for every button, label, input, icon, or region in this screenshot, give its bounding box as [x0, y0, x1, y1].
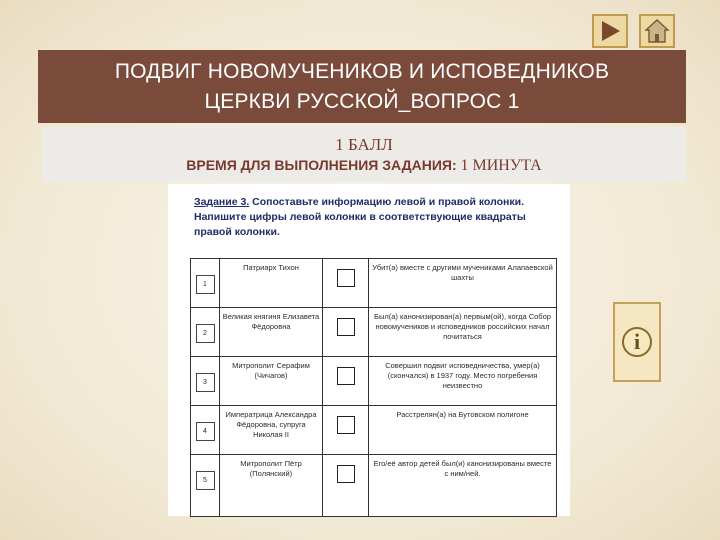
task-text: Сопоставьте информацию левой и правой колонки. Напишите цифры левой колонки в соответствующие квадраты правой колонки. [194, 196, 526, 238]
home-button[interactable] [639, 14, 675, 48]
answer-box[interactable] [337, 269, 355, 287]
left-column-cell: Великая княгиня Елизавета Фёдоровна [220, 308, 323, 357]
play-button[interactable] [592, 14, 628, 48]
home-icon [644, 18, 670, 44]
row-number: 1 [196, 275, 215, 294]
matching-table [190, 258, 557, 517]
info-button[interactable] [613, 302, 661, 382]
slide-title: ПОДВИГ НОВОМУЧЕНИКОВ И ИСПОВЕДНИКОВ ЦЕРКВИ РУССКОЙ_ВОПРОС 1 [114, 59, 610, 113]
right-column-cell: Совершил подвиг исповедничества, умер(а) (скончался) в 1937 году. Место погребения неизвестно [369, 357, 557, 406]
answer-box[interactable] [337, 416, 355, 434]
task-label: Задание 3. [194, 196, 250, 208]
info-icon: i [622, 327, 652, 357]
answer-cell [323, 308, 369, 357]
answer-box[interactable] [337, 318, 355, 336]
table-row [191, 455, 557, 517]
number-cell [191, 406, 220, 455]
score-label: 1 БАЛЛ [335, 135, 393, 154]
row-number: 2 [196, 324, 215, 343]
right-column-cell: Был(а) канонизирован(а) первым(ой), когда Собор новомучеников и исповедников российских начал почитаться [369, 308, 557, 357]
task-meta-bar [42, 127, 686, 182]
table-row [191, 406, 557, 455]
left-column-cell: Патриарх Тихон [220, 259, 323, 308]
answer-cell [323, 455, 369, 517]
time-line [42, 157, 686, 175]
right-column-cell: Расстрелян(а) на Бутовском полигоне [369, 406, 557, 455]
task-card [168, 184, 570, 516]
number-cell [191, 357, 220, 406]
answer-box[interactable] [337, 465, 355, 483]
time-label: ВРЕМЯ ДЛЯ ВЫПОЛНЕНИЯ ЗАДАНИЯ: [186, 157, 457, 173]
table-row [191, 357, 557, 406]
number-cell [191, 455, 220, 517]
time-value: 1 МИНУТА [460, 157, 542, 174]
number-cell [191, 259, 220, 308]
number-cell [191, 308, 220, 357]
row-number: 4 [196, 422, 215, 441]
play-icon [598, 19, 622, 43]
table-row [191, 259, 557, 308]
right-column-cell: Его/её автор детей был(и) канонизированы вместе с ним/ней. [369, 455, 557, 517]
left-column-cell: Императрица Александра Фёдоровна, супруга Николая II [220, 406, 323, 455]
left-column-cell: Митрополит Серафим (Чичагов) [220, 357, 323, 406]
right-column-cell: Убит(а) вместе с другими мучениками Алапаевской шахты [369, 259, 557, 308]
title-banner [38, 50, 686, 123]
answer-cell [323, 259, 369, 308]
answer-box[interactable] [337, 367, 355, 385]
left-column-cell: Митрополит Пётр (Полянский) [220, 455, 323, 517]
answer-cell [323, 357, 369, 406]
row-number: 5 [196, 471, 215, 490]
row-number: 3 [196, 373, 215, 392]
answer-cell [323, 406, 369, 455]
task-instructions [194, 195, 554, 240]
table-row [191, 308, 557, 357]
